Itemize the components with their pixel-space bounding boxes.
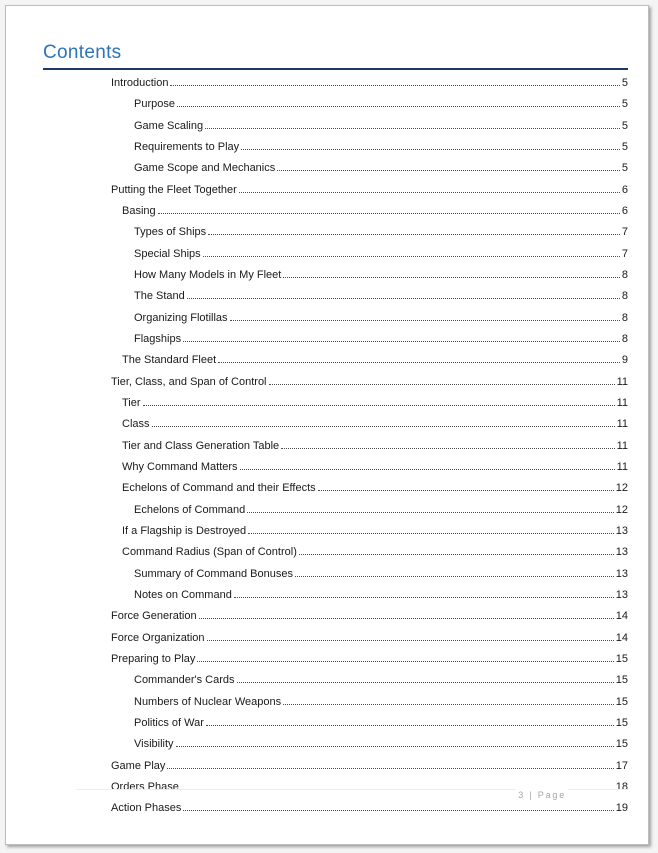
toc-entry[interactable] xyxy=(111,457,628,478)
toc-entry-page-number: 5 xyxy=(621,119,628,132)
toc-entry-title: How Many Models in My Fleet xyxy=(134,268,282,281)
toc-entry-title: Game Scaling xyxy=(134,119,204,132)
toc-entry-title: Force Organization xyxy=(111,631,205,644)
dot-leader xyxy=(170,85,619,86)
toc-entry[interactable] xyxy=(111,734,628,755)
toc-entry-page-number: 11 xyxy=(616,396,628,409)
dot-leader xyxy=(199,618,614,619)
toc-entry-page-number: 11 xyxy=(616,460,628,473)
toc-entry[interactable] xyxy=(111,756,628,777)
dot-leader xyxy=(158,213,620,214)
toc-entry[interactable] xyxy=(111,478,628,499)
dot-leader xyxy=(187,298,620,299)
toc-entry[interactable] xyxy=(111,500,628,521)
toc-entry-title: Numbers of Nuclear Weapons xyxy=(134,695,282,708)
dot-leader xyxy=(295,576,614,577)
dot-leader xyxy=(177,106,620,107)
toc-entry-page-number: 5 xyxy=(621,98,628,111)
toc-entry-page-number: 14 xyxy=(615,610,628,623)
toc-entry-title: Summary of Command Bonuses xyxy=(134,567,293,580)
toc-entry-page-number: 13 xyxy=(615,546,628,559)
toc-entry-page-number: 14 xyxy=(615,631,628,644)
toc-entry[interactable] xyxy=(111,180,628,201)
toc-entry-title: Purpose xyxy=(134,98,175,111)
toc-entry-title: Command Radius (Span of Control) xyxy=(122,546,297,559)
dot-leader xyxy=(318,490,614,491)
toc-entry-title: Tier, Class, and Span of Control xyxy=(111,375,267,388)
toc-entry-title: Organizing Flotillas xyxy=(134,311,228,324)
toc-entry-page-number: 5 xyxy=(621,162,628,175)
toc-entry-title: Putting the Fleet Together xyxy=(111,183,237,196)
dot-leader xyxy=(230,320,620,321)
toc-entry-page-number: 8 xyxy=(621,311,628,324)
toc-entry[interactable] xyxy=(111,585,628,606)
dot-leader xyxy=(247,512,613,513)
toc-entry-page-number: 8 xyxy=(621,290,628,303)
toc-entry-page-number: 15 xyxy=(615,738,628,751)
toc-entry-title: Visibility xyxy=(134,738,174,751)
toc-entry-title: If a Flagship is Destroyed xyxy=(122,524,247,537)
toc-entry[interactable] xyxy=(111,564,628,585)
toc-entry[interactable] xyxy=(111,692,628,713)
toc-entry[interactable] xyxy=(111,244,628,265)
toc-entry-page-number: 6 xyxy=(621,183,628,196)
dot-leader xyxy=(152,426,615,427)
toc-entry[interactable] xyxy=(111,329,628,350)
toc-entry-title: Game Play xyxy=(111,759,166,772)
toc-entry[interactable] xyxy=(111,436,628,457)
toc-entry-title: Force Generation xyxy=(111,610,197,623)
toc-entry[interactable] xyxy=(111,222,628,243)
toc-entry[interactable] xyxy=(111,158,628,179)
toc-entry-page-number: 19 xyxy=(615,802,628,815)
toc-entry[interactable] xyxy=(111,713,628,734)
toc-entry-title: Class xyxy=(122,418,150,431)
dot-leader xyxy=(241,149,620,150)
toc-entry-page-number: 11 xyxy=(616,439,628,452)
dot-leader xyxy=(206,725,614,726)
toc-entry-title: Introduction xyxy=(111,77,169,89)
toc-entry[interactable] xyxy=(111,286,628,307)
dot-leader xyxy=(197,661,613,662)
toc-entry-page-number: 5 xyxy=(621,77,628,89)
toc-entry[interactable] xyxy=(111,649,628,670)
toc-entry-title: Politics of War xyxy=(134,716,204,729)
toc-entry[interactable] xyxy=(111,73,628,94)
toc-entry[interactable] xyxy=(111,798,628,819)
toc-entry-page-number: 6 xyxy=(621,204,628,217)
dot-leader xyxy=(239,192,620,193)
toc-entry[interactable] xyxy=(111,393,628,414)
toc-entry-page-number: 12 xyxy=(615,482,628,495)
toc-entry-title: Why Command Matters xyxy=(122,460,238,473)
toc-entry[interactable] xyxy=(111,521,628,542)
heading-rule xyxy=(43,68,628,70)
dot-leader xyxy=(240,469,615,470)
toc-entry-page-number: 8 xyxy=(621,268,628,281)
toc-entry-title: Basing xyxy=(122,204,156,217)
toc-entry-page-number: 7 xyxy=(621,247,628,260)
toc-entry-title: Echelons of Command xyxy=(134,503,246,516)
toc-entry[interactable] xyxy=(111,606,628,627)
toc-entry-page-number: 11 xyxy=(616,418,628,431)
toc-entry-title: Special Ships xyxy=(134,247,201,260)
dot-leader xyxy=(237,682,614,683)
toc-entry-page-number: 5 xyxy=(621,140,628,153)
toc-entry-page-number: 15 xyxy=(615,674,628,687)
toc-entry-title: Tier and Class Generation Table xyxy=(122,439,280,452)
dot-leader xyxy=(167,768,613,769)
toc-entry-title: Echelons of Command and their Effects xyxy=(122,482,316,495)
toc-entry-title: Requirements to Play xyxy=(134,140,240,153)
toc-entry-page-number: 15 xyxy=(615,716,628,729)
dot-leader xyxy=(269,384,615,385)
toc-entry[interactable] xyxy=(111,628,628,649)
toc-entry-title: Types of Ships xyxy=(134,226,207,239)
toc-list xyxy=(111,73,628,819)
toc-entry-page-number: 8 xyxy=(621,332,628,345)
toc-entry-title: Commander's Cards xyxy=(134,674,235,687)
toc-entry-page-number: 13 xyxy=(615,588,628,601)
toc-entry-title: The Standard Fleet xyxy=(122,354,217,367)
toc-entry-page-number: 15 xyxy=(615,695,628,708)
page-number-footer: 3 | Page xyxy=(518,790,566,800)
toc-entry-page-number: 15 xyxy=(615,652,628,665)
toc-entry-page-number: 17 xyxy=(615,759,628,772)
toc-entry[interactable] xyxy=(111,372,628,393)
dot-leader xyxy=(234,597,614,598)
toc-entry-page-number: 13 xyxy=(615,524,628,537)
dot-leader xyxy=(176,746,614,747)
dot-leader xyxy=(203,256,620,257)
dot-leader xyxy=(207,640,614,641)
toc-entry[interactable] xyxy=(111,308,628,329)
toc-entry[interactable] xyxy=(111,137,628,158)
dot-leader xyxy=(183,341,620,342)
toc-entry-page-number: 18 xyxy=(615,780,628,793)
dot-leader xyxy=(183,810,613,811)
toc-entry-title: Game Scope and Mechanics xyxy=(134,162,276,175)
toc-entry-title: Action Phases xyxy=(111,802,182,815)
dot-leader xyxy=(283,704,614,705)
toc-entry-title: Orders Phase xyxy=(111,780,179,793)
toc-entry-page-number: 9 xyxy=(621,354,628,367)
toc-entry-title: Preparing to Play xyxy=(111,652,196,665)
dot-leader xyxy=(208,234,620,235)
toc-entry[interactable] xyxy=(111,116,628,137)
toc-entry-title: The Stand xyxy=(134,290,185,303)
dot-leader xyxy=(143,405,615,406)
dot-leader xyxy=(205,128,620,129)
toc-entry-page-number: 7 xyxy=(621,226,628,239)
toc-entry[interactable] xyxy=(111,670,628,691)
toc-entry[interactable] xyxy=(111,414,628,435)
document-page xyxy=(5,5,649,845)
toc-entry-page-number: 12 xyxy=(615,503,628,516)
toc-entry[interactable] xyxy=(111,265,628,286)
dot-leader xyxy=(299,554,614,555)
toc-entry-page-number: 11 xyxy=(616,375,628,388)
dot-leader xyxy=(281,448,614,449)
toc-entry-title: Tier xyxy=(122,396,141,409)
dot-leader xyxy=(283,277,620,278)
toc-entry[interactable] xyxy=(111,201,628,222)
toc-entry-page-number: 13 xyxy=(615,567,628,580)
dot-leader xyxy=(248,533,614,534)
dot-leader xyxy=(218,362,620,363)
toc-entry-title: Flagships xyxy=(134,332,182,345)
toc-entry[interactable] xyxy=(111,350,628,371)
toc-entry-title: Notes on Command xyxy=(134,588,232,601)
toc-entry[interactable] xyxy=(111,542,628,563)
page-content xyxy=(43,42,628,819)
toc-entry[interactable] xyxy=(111,94,628,115)
dot-leader xyxy=(277,170,620,171)
contents-heading: Contents xyxy=(43,42,122,63)
